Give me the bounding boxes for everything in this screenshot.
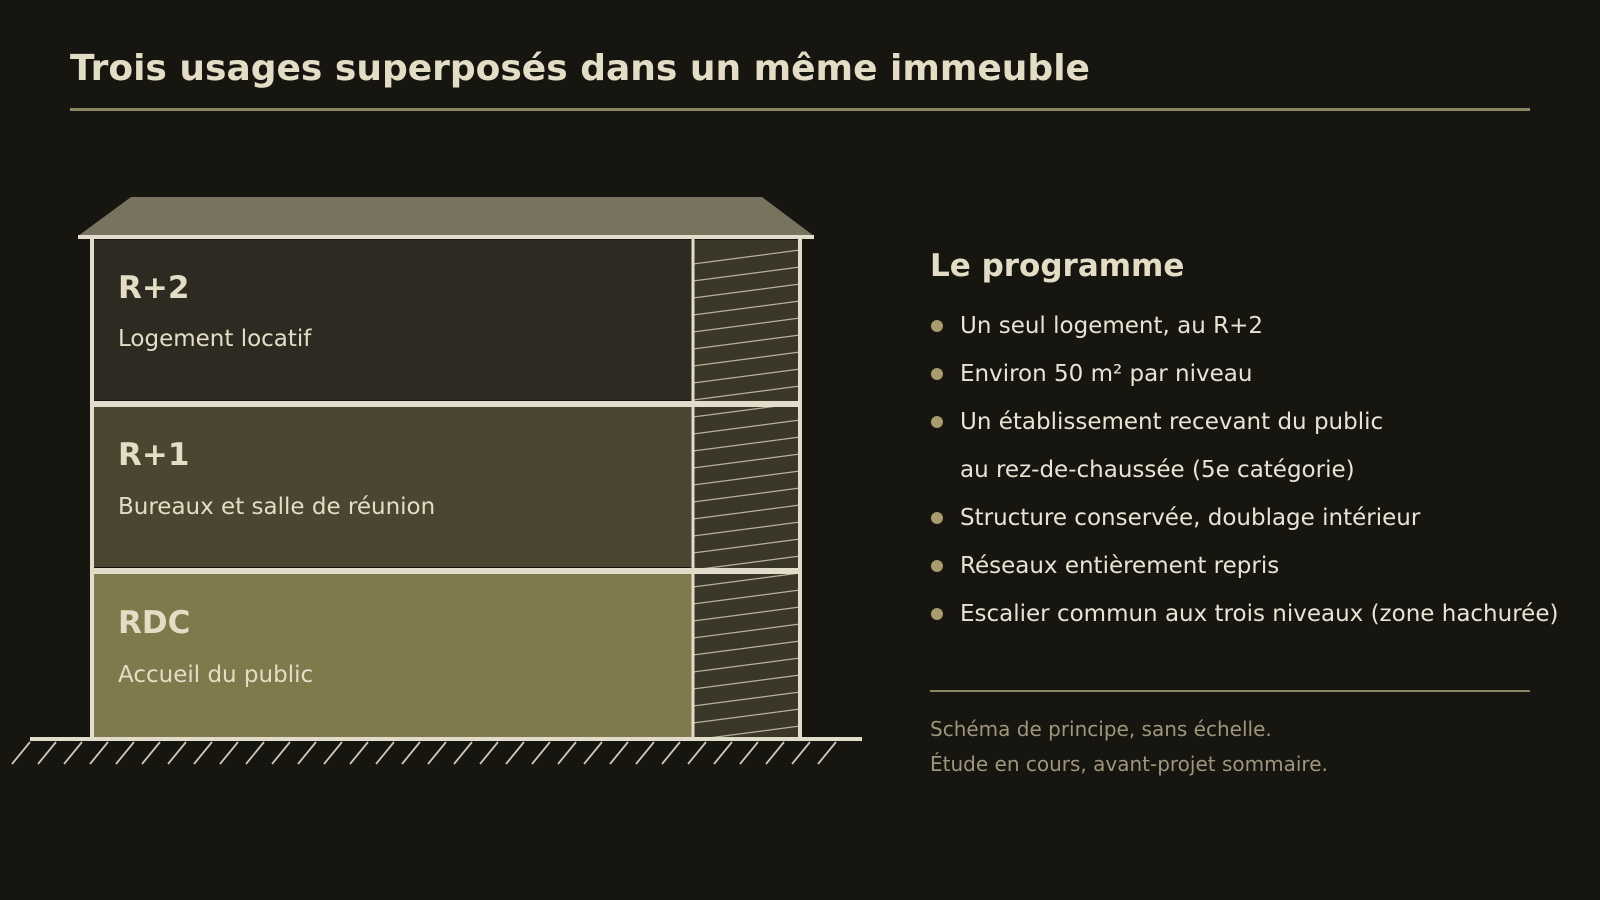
ground-hatch-line <box>688 742 706 764</box>
programme-item <box>930 590 1570 638</box>
ground-hatch-line <box>220 742 238 764</box>
building-section-diagram <box>0 0 880 790</box>
programme-item <box>930 494 1570 542</box>
floor-r1-use: Bureaux et salle de réunion <box>118 494 436 520</box>
ground-hatch-line <box>766 742 784 764</box>
stair-hatch-line <box>693 760 800 774</box>
floor-r2-level: R+2 <box>118 270 190 306</box>
programme-item-text: Escalier commun aux trois niveaux (zone hachurée) <box>960 601 1559 627</box>
programme-item-text: Réseaux entièrement repris <box>960 553 1280 579</box>
ground-hatch-line <box>402 742 420 764</box>
roof <box>78 197 814 236</box>
programme-item-text: Structure conservée, doublage intérieur <box>960 505 1421 531</box>
programme-item <box>930 542 1570 590</box>
ground-hatch-line <box>90 742 108 764</box>
floor-rdc-level: RDC <box>118 605 191 641</box>
ground-hatch-line <box>714 742 732 764</box>
notes-divider <box>930 690 1530 692</box>
programme-item <box>930 350 1570 398</box>
ground-hatch-line <box>194 742 212 764</box>
ground-hatch-line <box>480 742 498 764</box>
ground-hatch-line <box>792 742 810 764</box>
programme-item-text: Environ 50 m² par niveau <box>960 361 1253 387</box>
floor-r1-fill <box>94 407 693 567</box>
ground-hatch-line <box>272 742 290 764</box>
diagram-notes <box>930 712 1328 782</box>
floor-r2-use: Logement locatif <box>118 326 312 352</box>
ground-hatch-line <box>168 742 186 764</box>
ground-hatch-line <box>662 742 680 764</box>
ground-hatch-line <box>428 742 446 764</box>
ground-hatch-line <box>116 742 134 764</box>
ground-hatch-line <box>610 742 628 764</box>
programme-item-text-continued: au rez-de-chaussée (5e catégorie) <box>960 457 1355 483</box>
ground-hatch-line <box>350 742 368 764</box>
ground-hatch-line <box>324 742 342 764</box>
page-title: Trois usages superposés dans un même immeuble <box>70 48 1090 89</box>
ground-hatch-line <box>376 742 394 764</box>
floor-r2-fill <box>94 240 693 400</box>
ground-hatch-line <box>506 742 524 764</box>
floor-rdc-use: Accueil du public <box>118 662 314 688</box>
ground-hatch-line <box>38 742 56 764</box>
floor-rdc-fill <box>94 574 693 737</box>
ground-hatch-line <box>636 742 654 764</box>
ground-hatch-line <box>64 742 82 764</box>
ground-hatch-line <box>818 742 836 764</box>
ground-hatch-line <box>558 742 576 764</box>
programme-item-text: Un établissement recevant du public <box>960 409 1384 435</box>
programme-panel <box>930 248 1570 638</box>
note-status: Étude en cours, avant-projet sommaire. <box>930 752 1328 776</box>
programme-item <box>930 398 1570 494</box>
ground-hatch-line <box>584 742 602 764</box>
ground-hatch-line <box>740 742 758 764</box>
ground-hatch-line <box>12 742 30 764</box>
ground-hatch-line <box>532 742 550 764</box>
ground-hatch <box>12 742 836 764</box>
ground-hatch-line <box>246 742 264 764</box>
programme-item <box>930 302 1570 350</box>
ground-hatch-line <box>454 742 472 764</box>
ground-hatch-line <box>298 742 316 764</box>
ground-hatch-line <box>142 742 160 764</box>
programme-item-text: Un seul logement, au R+2 <box>960 313 1263 339</box>
programme-list <box>930 302 1570 638</box>
programme-heading: Le programme <box>930 248 1185 284</box>
stair-zone <box>693 240 799 737</box>
floor-r1-level: R+1 <box>118 437 190 473</box>
note-scale: Schéma de principe, sans échelle. <box>930 717 1272 741</box>
